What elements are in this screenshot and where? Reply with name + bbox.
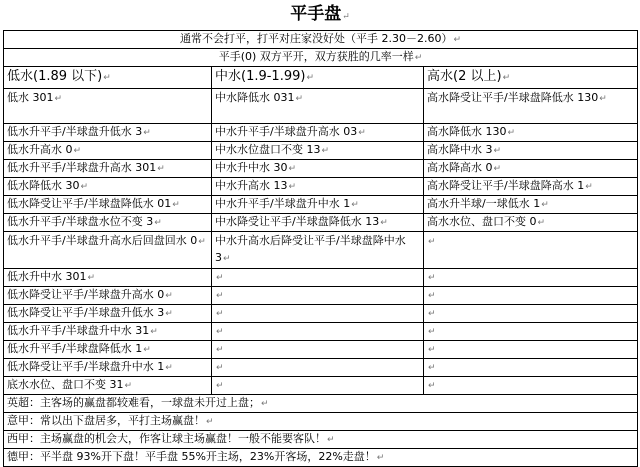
table-cell: [424, 377, 638, 395]
table-cell: [212, 89, 424, 124]
paragraph-mark: ↵: [216, 381, 224, 391]
column-header-text: 中水(1.9-1.99): [215, 69, 306, 84]
paragraph-mark: ↵: [428, 309, 436, 319]
table-cell: [4, 232, 212, 269]
table-cell-text: 中水降低水 031: [215, 91, 295, 104]
table-cell-text: 高水降中水 3: [427, 143, 493, 156]
table-cell: [424, 287, 638, 305]
league-note-row: [4, 413, 638, 431]
table-cell: [424, 89, 638, 124]
paragraph-mark: ↵: [321, 146, 330, 156]
paragraph-mark: ↵: [165, 363, 173, 373]
intro-line: [4, 49, 638, 67]
table-cell-text: 低水升平手/半球盘升高水后回盘回水 0: [7, 234, 198, 247]
header-row: [4, 67, 638, 89]
table-cell-text: 高水降低水 130: [427, 125, 507, 138]
paragraph-mark: ↵: [103, 73, 111, 83]
paragraph-mark: ↵: [172, 200, 180, 210]
paragraph-mark: ↵: [380, 218, 388, 228]
league-note-text: 意甲：常以出下盘居多，平打主场赢盘！: [7, 414, 205, 427]
table-cell-text: 底水水位、盘口不变 31: [7, 378, 124, 391]
league-note: [4, 395, 638, 413]
table-row: [4, 359, 638, 377]
table-row: [4, 142, 638, 160]
paragraph-mark: ↵: [54, 94, 63, 104]
paragraph-mark: ↵: [358, 128, 366, 138]
intro-line-text: 平手(0) 双方平开，双方获胜的几率一样: [218, 50, 414, 63]
table-cell: [424, 269, 638, 287]
table-cell: [212, 305, 424, 323]
table-cell-text: 中水升中水 30: [215, 161, 288, 174]
league-note: [4, 449, 638, 467]
table-cell: [212, 214, 424, 232]
table-cell: [424, 124, 638, 142]
table-cell-text: 低水升平手/半球盘降低水 1: [7, 342, 143, 355]
paragraph-mark: ↵: [376, 453, 385, 463]
paragraph-mark: ↵: [216, 345, 224, 355]
league-note-row: [4, 449, 638, 467]
table-cell: [212, 359, 424, 377]
table-cell-text: 高水降高水 0: [427, 161, 493, 174]
paragraph-mark: ↵: [216, 327, 224, 337]
league-note-text: 西甲：主场赢盘的机会大，作客让球主场赢盘！一般不能要客队！: [7, 432, 326, 445]
paragraph-mark: ↵: [223, 254, 231, 264]
paragraph-mark: ↵: [216, 273, 224, 283]
table-row: [4, 323, 638, 341]
league-note-row: [4, 431, 638, 449]
table-row: [4, 214, 638, 232]
table-row: [4, 160, 638, 178]
table-cell: [4, 323, 212, 341]
table-cell: [424, 341, 638, 359]
table-cell: [212, 287, 424, 305]
league-note-text: 德甲：平半盘 93%开下盘！平手盘 55%开主场，23%开客场，22%走盘！: [7, 450, 376, 463]
column-header: [212, 67, 424, 89]
table-cell: [212, 341, 424, 359]
paragraph-mark: ↵: [599, 94, 607, 104]
table-cell: [4, 160, 212, 178]
column-header-text: 高水(2 以上): [427, 69, 502, 84]
paragraph-mark: ↵: [428, 291, 436, 301]
table-row: [4, 196, 638, 214]
table-cell: [4, 305, 212, 323]
table-cell-text: 高水降受让平手/半球盘降低水 130: [427, 91, 599, 104]
paragraph-mark: ↵: [295, 94, 304, 104]
paragraph-mark: ↵: [306, 73, 315, 83]
intro-line: [4, 31, 638, 49]
table-cell-text: 低水降受让平手/半球盘升高水 0: [7, 288, 165, 301]
paragraph-mark: ↵: [150, 327, 158, 337]
table-cell-text: 低水降受让平手/半球盘降低水 01: [7, 197, 172, 210]
paragraph-mark: ↵: [493, 146, 502, 156]
table-cell-text: 低水降受让平手/半球盘升中水 1: [7, 360, 165, 373]
table-cell-text: 低水降受让平手/半球盘升低水 3: [7, 306, 165, 319]
table-cell: [424, 196, 638, 214]
paragraph-mark: ↵: [143, 345, 151, 355]
table-cell-text: 低水升平手/半球盘升中水 31: [7, 324, 150, 337]
paragraph-mark: ↵: [585, 182, 593, 192]
table-cell-text: 高水水位、盘口不变 0: [427, 215, 537, 228]
league-note-row: [4, 395, 638, 413]
table-cell: [424, 232, 638, 269]
table-cell: [4, 178, 212, 196]
table-cell-text: 低水升高水 0: [7, 143, 73, 156]
intro-row: [4, 49, 638, 67]
paragraph-mark: ↵: [216, 309, 224, 319]
paragraph-mark: ↵: [165, 309, 173, 319]
table-cell-text: 高水降受让平手/半球盘降高水 1: [427, 179, 585, 192]
table-row: [4, 305, 638, 323]
paragraph-mark: ↵: [428, 327, 436, 337]
paragraph-mark: ↵: [261, 399, 269, 409]
paragraph-mark: ↵: [157, 164, 165, 174]
league-note-text: 英超：主客场的赢盘都较难看，一球盘未开过上盘；: [7, 396, 260, 409]
paragraph-mark: ↵: [428, 273, 436, 283]
table-cell-text: 中水升平手/半球盘升中水 1: [215, 197, 351, 210]
paragraph-mark: ↵: [154, 218, 162, 228]
table-cell-text: 低水降低水 30: [7, 179, 80, 192]
intro-line-text: 通常不会打平，打平对庄家没好处（平手 2.30－2.60）: [180, 32, 453, 45]
table-cell: [212, 232, 424, 269]
table-cell: [4, 142, 212, 160]
paragraph-mark: ↵: [502, 73, 511, 83]
table-cell-text: 中水升高水后降受让平手/半球盘降中水 3: [215, 234, 406, 264]
paragraph-mark: ↵: [327, 435, 335, 445]
paragraph-mark: ↵: [216, 291, 224, 301]
paragraph-mark: ↵: [414, 53, 423, 63]
table-row: [4, 232, 638, 269]
table-cell: [424, 359, 638, 377]
paragraph-mark: ↵: [73, 146, 82, 156]
paragraph-mark: ↵: [428, 381, 436, 391]
table-cell: [212, 323, 424, 341]
intro-row: [4, 31, 638, 49]
table-row: [4, 341, 638, 359]
handicap-table: [3, 30, 638, 467]
table-cell-text: 低水升平手/半球盘升高水 301: [7, 161, 157, 174]
table-cell: [424, 142, 638, 160]
table-row: [4, 124, 638, 142]
table-cell: [424, 214, 638, 232]
table-cell: [212, 269, 424, 287]
paragraph-mark: ↵: [453, 35, 462, 45]
table-cell-text: 中水升高水 13: [215, 179, 288, 192]
table-cell-text: 低水升中水 301: [7, 270, 87, 283]
table-cell: [4, 196, 212, 214]
league-note: [4, 431, 638, 449]
table-cell-text: 中水降受让平手/半球盘降低水 13: [215, 215, 380, 228]
table-cell: [424, 178, 638, 196]
page-title: 平手盘↵: [290, 4, 350, 24]
paragraph-mark: ↵: [428, 237, 436, 247]
paragraph-mark: ↵: [124, 381, 133, 391]
table-cell: [212, 124, 424, 142]
table-cell: [4, 214, 212, 232]
table-cell: [424, 160, 638, 178]
table-cell: [4, 124, 212, 142]
table-row: [4, 89, 638, 124]
paragraph-mark: ↵: [288, 182, 297, 192]
paragraph-mark: ↵: [428, 345, 436, 355]
paragraph-mark: ↵: [351, 200, 359, 210]
paragraph-mark: ↵: [428, 363, 436, 373]
table-cell: [212, 196, 424, 214]
paragraph-mark: ↵: [87, 273, 96, 283]
paragraph-mark: ↵: [206, 417, 214, 427]
paragraph-mark: ↵: [216, 363, 224, 373]
table-cell-text: 低水升平手/半球盘升低水 3: [7, 125, 143, 138]
table-cell: [4, 341, 212, 359]
table-cell-text: 低水升平手/半球盘水位不变 3: [7, 215, 154, 228]
paragraph-mark: ↵: [288, 164, 297, 174]
table-row: [4, 377, 638, 395]
table-cell: [4, 269, 212, 287]
paragraph-mark: ↵: [507, 128, 516, 138]
table-cell: [424, 305, 638, 323]
column-header-text: 低水(1.89 以下): [7, 69, 103, 84]
table-cell: [4, 89, 212, 124]
table-cell: [4, 359, 212, 377]
table-row: [4, 178, 638, 196]
table-row: [4, 269, 638, 287]
league-note: [4, 413, 638, 431]
table-cell: [212, 160, 424, 178]
paragraph-mark: ↵: [143, 128, 151, 138]
table-cell: [212, 178, 424, 196]
table-cell-text: 低水 301: [7, 91, 54, 104]
table-cell-text: 中水水位盘口不变 13: [215, 143, 321, 156]
paragraph-mark: ↵: [541, 200, 549, 210]
table-row: [4, 287, 638, 305]
paragraph-mark: ↵: [198, 237, 206, 247]
table-cell: [212, 377, 424, 395]
table-cell: [212, 142, 424, 160]
column-header: [424, 67, 638, 89]
table-cell-text: 中水升平手/半球盘升高水 03: [215, 125, 358, 138]
paragraph-mark: ↵: [165, 291, 173, 301]
paragraph-mark: ↵: [80, 182, 89, 192]
table-cell-text: 高水升半球/一球低水 1: [427, 197, 541, 210]
paragraph-mark: ↵: [537, 218, 546, 228]
paragraph-mark: ↵: [493, 164, 502, 174]
table-cell: [424, 323, 638, 341]
column-header: [4, 67, 212, 89]
table-cell: [4, 377, 212, 395]
table-cell: [4, 287, 212, 305]
